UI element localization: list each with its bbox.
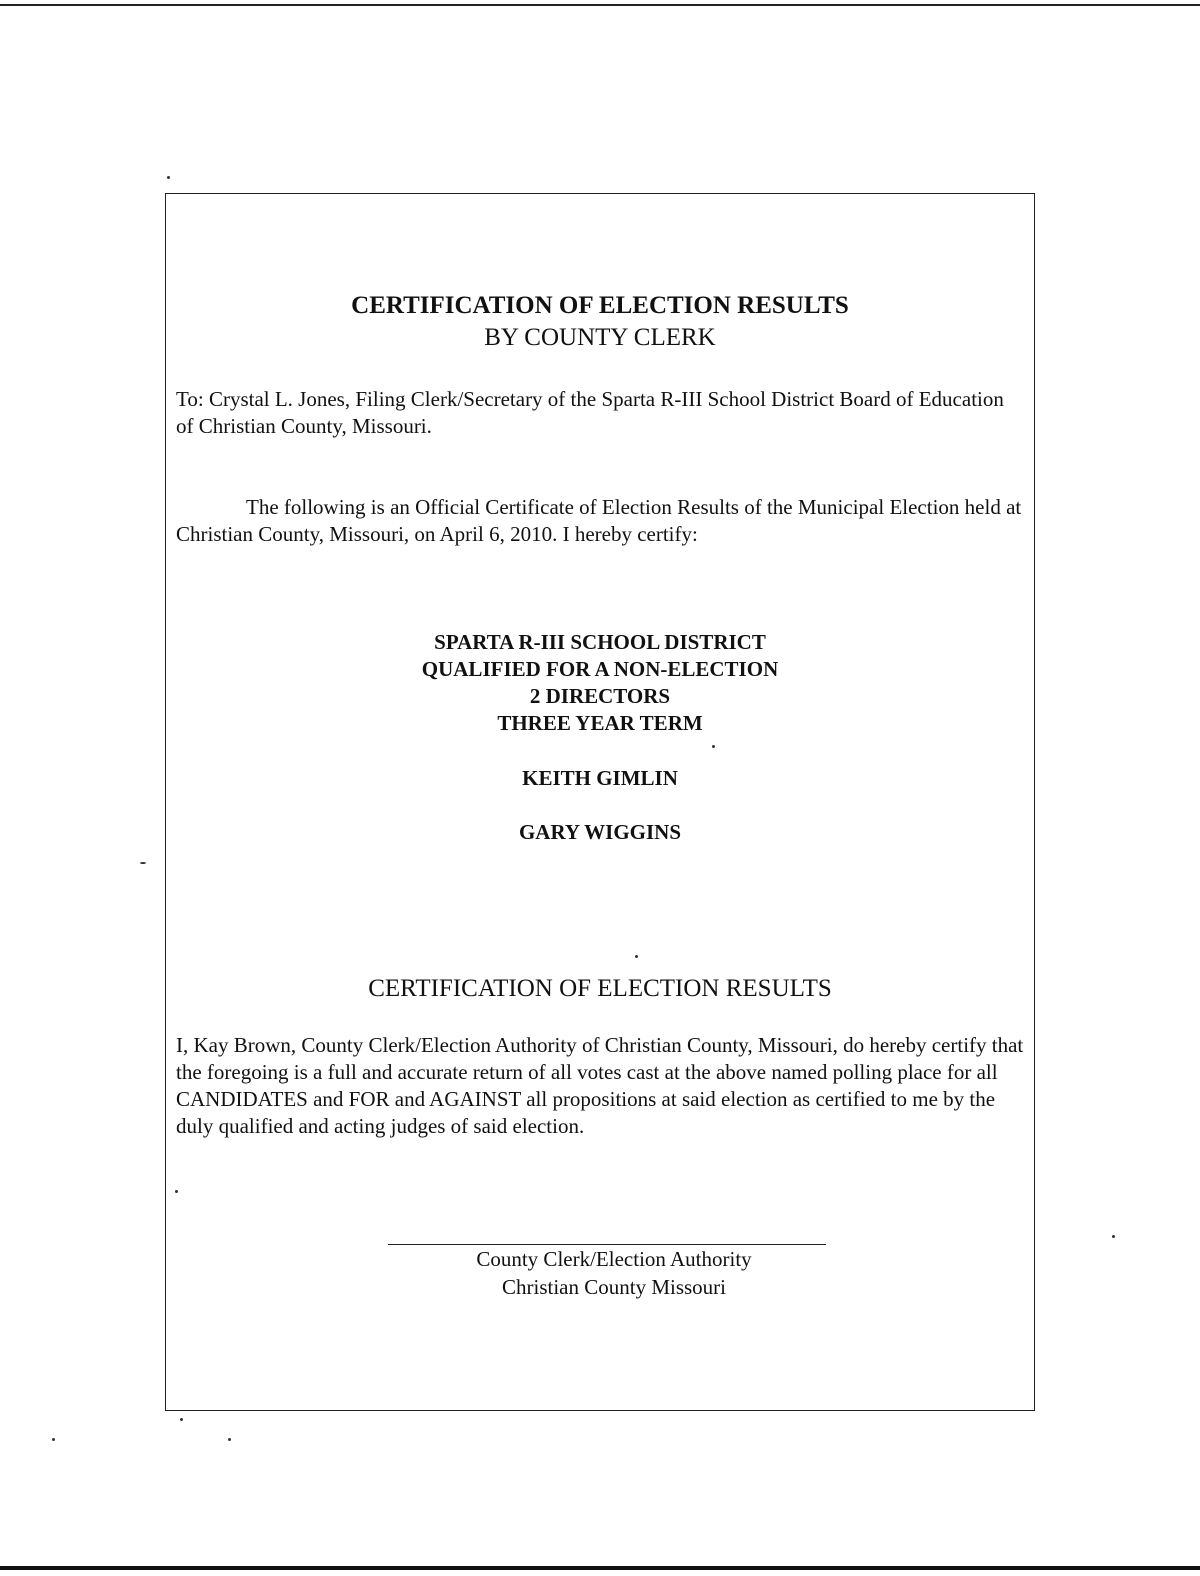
scan-edge-bottom [0,1566,1200,1570]
candidate-name: KEITH GIMLIN [522,766,678,790]
document-title: CERTIFICATION OF ELECTION RESULTS [351,292,849,319]
document-subtitle: BY COUNTY CLERK [484,324,716,351]
scan-speck [635,955,638,958]
scan-speck [1112,1235,1115,1238]
intro-paragraph: The following is an Official Certificate of Election Results of the Municipal Election held at Christian County, Missouri, on April 6, 2010. I hereby certify: [176,495,1022,546]
signature-title: County Clerk/Election Authority [476,1247,752,1271]
signature-county: Christian County Missouri [501,1275,727,1299]
scan-speck [52,1438,55,1441]
certification-paragraph: I, Kay Brown, County Clerk/Election Authority of Christian County, Missouri, do hereby certify that the foregoing is a full and accurate return of all votes cast at the above named polling place for all CANDIDATES and FOR and AGAINST all propositions at said election as certified to me by the duly qualified and acting judges of said election. [176,1033,1024,1138]
term-length: THREE YEAR TERM [497,711,703,735]
scan-speck [180,1418,183,1421]
signature-line [388,1244,826,1245]
directors-count: 2 DIRECTORS [529,684,671,708]
scan-speck [228,1438,231,1441]
scan-edge-top [0,4,1200,16]
candidate-name: GARY WIGGINS [518,820,682,844]
scan-speck [167,176,170,179]
scan-speck [175,1190,178,1193]
district-name: SPARTA R-III SCHOOL DISTRICT [434,630,766,654]
recipient-paragraph: To: Crystal L. Jones, Filing Clerk/Secretary of the Sparta R-III School District Board of Education of Christian County, Missouri. [176,387,1004,438]
certificate-frame [165,193,1035,1411]
certification-title: CERTIFICATION OF ELECTION RESULTS [368,975,832,1002]
election-status: QUALIFIED FOR A NON-ELECTION [421,657,779,681]
scan-speck [140,862,146,864]
scan-speck [712,745,715,748]
